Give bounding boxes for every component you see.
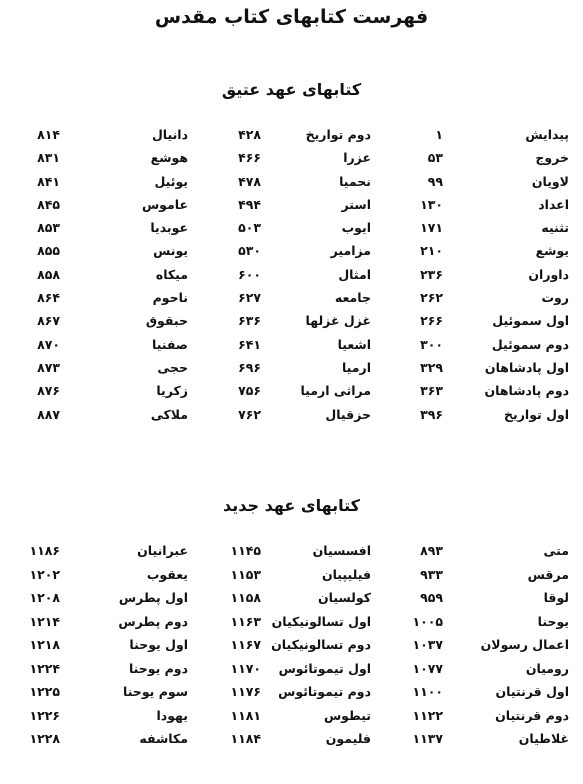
page-number: ۶۳۶	[238, 313, 261, 329]
page-number: ۶۲۷	[238, 290, 261, 306]
page-number: ۱۱۶۷	[230, 637, 261, 652]
book-name: مراثی ارمیا	[300, 383, 371, 399]
page-number: ۸۶۴	[37, 290, 60, 306]
page-number: ۱۲۲۸	[29, 731, 60, 746]
page-number: ۱۱۷۶	[230, 684, 261, 699]
table-row	[0, 360, 583, 383]
book-name: حزقیال	[325, 406, 371, 422]
page-number: ۴۲۸	[238, 127, 261, 142]
book-name: اول قرنتیان	[495, 684, 569, 699]
page-number: ۱۷۱	[420, 220, 443, 236]
page-number: ۸۹۳	[420, 543, 443, 558]
book-name: ایوب	[341, 220, 371, 236]
page-number: ۱۱۶۳	[230, 613, 261, 629]
page-number: ۳۲۹	[420, 359, 443, 375]
page-number: ۶۰۰	[238, 266, 261, 282]
book-name: فلیمون	[325, 731, 371, 746]
page-number: ۲۳۶	[420, 266, 443, 282]
book-name: پیدایش	[525, 127, 569, 142]
book-name: اول تواریخ	[504, 406, 569, 422]
table-row	[0, 684, 583, 708]
new-testament-heading: کتابهای عهد جدید	[223, 496, 360, 515]
book-name: نحمیا	[339, 173, 371, 189]
page-number: ۸۷۶	[37, 383, 60, 399]
table-row	[0, 731, 583, 755]
book-name: دوم تیموتائوس	[278, 684, 371, 699]
book-name: اول پطرس	[118, 590, 188, 605]
book-name: دوم تسالونیکیان	[271, 637, 371, 652]
table-row	[0, 661, 583, 685]
page-number: ۱۱۳۷	[412, 731, 443, 746]
page-number: ۱۱۲۲	[412, 707, 443, 723]
page-number: ۳۹۶	[420, 406, 443, 422]
book-name: غزل غزلها	[305, 313, 371, 329]
table-row	[0, 313, 583, 336]
book-name: لوقا	[543, 590, 569, 605]
book-name: غلاطیان	[518, 731, 569, 746]
page-number: ۸۸۷	[37, 406, 60, 422]
page-number: ۶۹۶	[238, 359, 261, 375]
book-name: دوم قرنتیان	[495, 707, 569, 723]
book-name: اعمال رسولان	[480, 637, 569, 652]
book-name: رومیان	[525, 660, 569, 676]
book-name: یعقوب	[146, 566, 188, 582]
page-number: ۱۲۰۸	[29, 590, 60, 605]
book-name: افسسیان	[312, 543, 371, 558]
book-name: عاموس	[141, 196, 188, 212]
book-name: امثال	[338, 266, 371, 282]
book-name: حجی	[157, 359, 188, 375]
book-name: یوئیل	[154, 173, 188, 189]
page-number: ۱۱۸۴	[230, 731, 261, 746]
table-row	[0, 243, 583, 266]
table-row	[0, 337, 583, 360]
page-number: ۱۲۲۵	[29, 684, 60, 699]
page-number: ۷۶۲	[238, 406, 261, 422]
book-name: تثنیه	[541, 220, 569, 236]
book-name: دوم یوحنا	[128, 660, 188, 676]
page-number: ۸۵۸	[37, 266, 60, 282]
page-number: ۱۳۰	[420, 196, 443, 212]
book-name: یونس	[153, 243, 188, 259]
page-number: ۳۶۳	[420, 383, 443, 399]
book-name: ملاکی	[150, 406, 188, 422]
page-number: ۱۲۲۴	[29, 660, 60, 676]
page-number: ۳۰۰	[420, 336, 443, 352]
book-name: اشعیا	[337, 336, 371, 352]
book-name: لاویان	[531, 173, 569, 189]
page-number: ۸۳۱	[37, 150, 60, 166]
page-number: ۸۷۳	[37, 359, 60, 375]
page-number: ۱۲۲۶	[29, 707, 60, 723]
book-name: روت	[541, 290, 569, 306]
book-name: عوبدیا	[150, 220, 188, 236]
page-number: ۲۶۲	[420, 290, 443, 306]
book-name: اول سموئیل	[492, 313, 569, 329]
page-number: ۸۷۰	[37, 336, 60, 352]
page-number: ۵۳۰	[238, 243, 261, 259]
page-number: ۴۶۶	[238, 150, 261, 166]
book-name: دوم سموئیل	[491, 336, 569, 352]
page-number: ۹۳۳	[420, 566, 443, 582]
page-number: ۴۹۴	[238, 196, 261, 212]
book-name: مزامیر	[330, 243, 371, 259]
new-testament-list	[0, 543, 583, 755]
page-number: ۱۱۵۳	[230, 566, 261, 582]
book-name: دوم پطرس	[118, 613, 188, 629]
table-row	[0, 383, 583, 406]
book-name: داوران	[528, 266, 569, 282]
book-name: سوم یوحنا	[123, 684, 188, 699]
page-number: ۷۵۶	[238, 383, 261, 399]
book-name: میکاه	[155, 266, 188, 282]
book-name: دانیال	[151, 127, 188, 142]
page-number: ۱۰۰۵	[412, 613, 443, 629]
page-number: ۹۵۹	[420, 590, 443, 605]
book-name: اول پادشاهان	[484, 359, 569, 375]
book-name: اول تسالونیکیان	[271, 613, 371, 629]
book-name: ارمیا	[341, 359, 371, 375]
page-number: ۱۲۱۴	[29, 613, 60, 629]
table-row	[0, 220, 583, 243]
page-number: ۱۰۳۷	[412, 637, 443, 652]
page-title: فهرست کتابهای کتاب مقدس	[154, 6, 429, 28]
page-number: ۱۱۸۶	[29, 543, 60, 558]
book-name: استر	[341, 196, 371, 212]
page-number: ۱۲۱۸	[29, 637, 60, 652]
page-number: ۱۰۷۷	[412, 660, 443, 676]
table-row	[0, 197, 583, 220]
book-name: یوحنا	[537, 613, 569, 629]
page-number: ۲۶۶	[420, 313, 443, 329]
table-row	[0, 590, 583, 614]
page-number: ۲۱۰	[420, 243, 443, 259]
book-name: یهودا	[156, 707, 188, 723]
table-row	[0, 150, 583, 173]
book-name: مکاشفه	[139, 731, 188, 746]
table-row	[0, 407, 583, 430]
table-row	[0, 290, 583, 313]
book-name: دوم پادشاهان	[484, 383, 569, 399]
book-name: تیطوس	[323, 707, 371, 723]
page-number: ۱۱۸۱	[230, 707, 261, 723]
page-number: ۱۲۰۲	[29, 566, 60, 582]
table-row	[0, 708, 583, 732]
page-number: ۵۳	[427, 150, 443, 166]
page-number: ۴۷۸	[238, 173, 261, 189]
book-name: اول تیموتائوس	[278, 660, 371, 676]
book-name: اول یوحنا	[129, 637, 188, 652]
page-number: ۸۱۴	[37, 127, 60, 142]
page-number: ۶۴۱	[238, 336, 261, 352]
book-name: مرقس	[527, 566, 569, 582]
book-name: کولسیان	[318, 590, 371, 605]
book-name: حبقوق	[145, 313, 188, 329]
book-name: ناحوم	[152, 290, 188, 306]
page-number: ۸۵۳	[37, 220, 60, 236]
book-name: اعداد	[538, 196, 569, 212]
page-number: ۱۱۵۸	[230, 590, 261, 605]
page-number: ۸۶۷	[37, 313, 60, 329]
page-number: ۱۱۴۵	[230, 543, 261, 558]
table-row	[0, 543, 583, 567]
page-number: ۸۴۵	[37, 196, 60, 212]
table-row	[0, 127, 583, 150]
book-name: جامعه	[334, 290, 371, 306]
book-name: متی	[543, 543, 569, 558]
table-row	[0, 637, 583, 661]
page-number: ۱۱۰۰	[412, 684, 443, 699]
page-number: ۸۵۵	[37, 243, 60, 259]
page-number: ۹۹	[427, 173, 443, 189]
page-number: ۱	[435, 127, 443, 142]
table-row	[0, 567, 583, 591]
page-number: ۵۰۳	[238, 220, 261, 236]
book-name: عزرا	[343, 150, 371, 166]
page-number: ۸۴۱	[37, 173, 60, 189]
book-name: هوشع	[150, 150, 188, 166]
old-testament-list	[0, 127, 583, 430]
table-row	[0, 267, 583, 290]
book-name: فیلیپیان	[321, 566, 371, 582]
book-name: زکریا	[156, 383, 188, 399]
table-row	[0, 174, 583, 197]
book-name: خروج	[535, 150, 569, 166]
table-row	[0, 614, 583, 638]
page-number: ۱۱۷۰	[230, 660, 261, 676]
old-testament-heading: کتابهای عهد عتیق	[221, 80, 362, 99]
book-name: یوشع	[535, 243, 569, 259]
book-name: صفنیا	[152, 336, 188, 352]
book-name: عبرانیان	[137, 543, 188, 558]
book-name: دوم تواریخ	[305, 127, 371, 142]
